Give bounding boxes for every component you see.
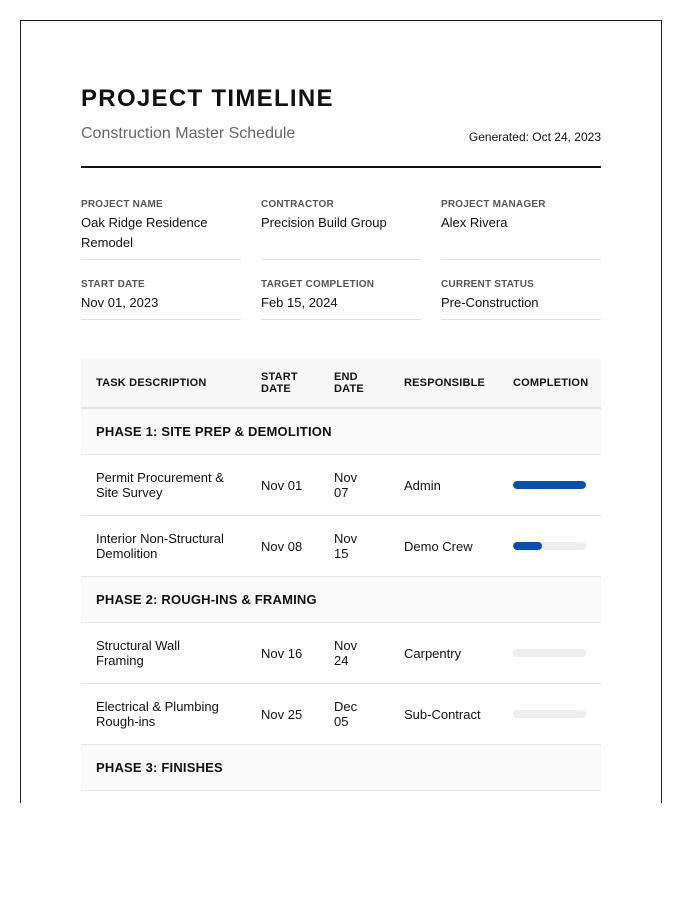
task-description: Electrical & Plumbing Rough-ins xyxy=(81,684,261,745)
table-header-row xyxy=(81,359,601,408)
meta-target-completion xyxy=(261,279,421,320)
phase-row xyxy=(81,577,601,623)
task-completion xyxy=(513,516,601,577)
table-row xyxy=(81,516,601,577)
column-header-responsible: RESPONSIBLE xyxy=(404,359,513,408)
meta-project-name xyxy=(81,199,241,260)
task-completion xyxy=(513,455,601,516)
meta-project-manager xyxy=(441,199,601,260)
task-responsible: Admin xyxy=(404,455,513,516)
meta-value: Nov 01, 2023 xyxy=(81,295,159,310)
meta-label: PROJECT NAME xyxy=(81,199,163,210)
meta-value: Oak Ridge Residence Remodel xyxy=(81,215,208,250)
progress-fill xyxy=(513,481,586,489)
column-header-end-date: END DATE xyxy=(334,359,404,408)
meta-current-status xyxy=(441,279,601,320)
progress-fill xyxy=(513,542,542,550)
meta-label: CURRENT STATUS xyxy=(441,279,534,290)
phase-title: PHASE 2: ROUGH-INS & FRAMING xyxy=(81,577,601,623)
meta-contractor xyxy=(261,199,421,260)
meta-value: Alex Rivera xyxy=(441,215,508,230)
task-completion xyxy=(513,684,601,745)
table-row xyxy=(81,455,601,516)
column-header-start-date: START DATE xyxy=(261,359,334,408)
task-end-date: Nov 15 xyxy=(334,516,404,577)
meta-label: PROJECT MANAGER xyxy=(441,199,546,210)
task-start-date: Nov 01 xyxy=(261,455,334,516)
progress-bar xyxy=(513,710,586,718)
task-description: Structural Wall Framing xyxy=(81,623,261,684)
task-end-date: Nov 24 xyxy=(334,623,404,684)
title-divider xyxy=(81,166,601,168)
page-title: PROJECT TIMELINE xyxy=(81,85,334,112)
meta-value: Precision Build Group xyxy=(261,215,387,230)
phase-row xyxy=(81,408,601,455)
task-end-date: Dec 05 xyxy=(334,684,404,745)
task-responsible: Carpentry xyxy=(404,623,513,684)
column-header-task: TASK DESCRIPTION xyxy=(81,359,261,408)
table-row xyxy=(81,684,601,745)
meta-value: Feb 15, 2024 xyxy=(261,295,338,310)
progress-bar xyxy=(513,649,586,657)
generated-date: Generated: Oct 24, 2023 xyxy=(468,130,601,144)
task-responsible: Sub-Contract xyxy=(404,684,513,745)
task-start-date: Nov 25 xyxy=(261,684,334,745)
phase-row xyxy=(81,745,601,791)
phase-title: PHASE 1: SITE PREP & DEMOLITION xyxy=(81,408,601,455)
progress-bar xyxy=(513,481,586,489)
task-end-date: Nov 07 xyxy=(334,455,404,516)
task-start-date: Nov 08 xyxy=(261,516,334,577)
meta-start-date xyxy=(81,279,241,320)
task-description: Interior Non-Structural Demolition xyxy=(81,516,261,577)
progress-bar xyxy=(513,542,586,550)
page-subtitle: Construction Master Schedule xyxy=(81,125,296,142)
meta-label: CONTRACTOR xyxy=(261,199,334,210)
task-responsible: Demo Crew xyxy=(404,516,513,577)
task-completion xyxy=(513,623,601,684)
phase-title: PHASE 3: FINISHES xyxy=(81,745,601,791)
meta-label: TARGET COMPLETION xyxy=(261,279,375,290)
meta-label: START DATE xyxy=(81,279,145,290)
task-description: Permit Procurement & Site Survey xyxy=(81,455,261,516)
meta-value: Pre-Construction xyxy=(441,295,539,310)
timeline-table xyxy=(81,359,601,791)
task-start-date: Nov 16 xyxy=(261,623,334,684)
document-page xyxy=(20,20,662,803)
table-row xyxy=(81,623,601,684)
column-header-completion: COMPLETION xyxy=(513,359,601,408)
